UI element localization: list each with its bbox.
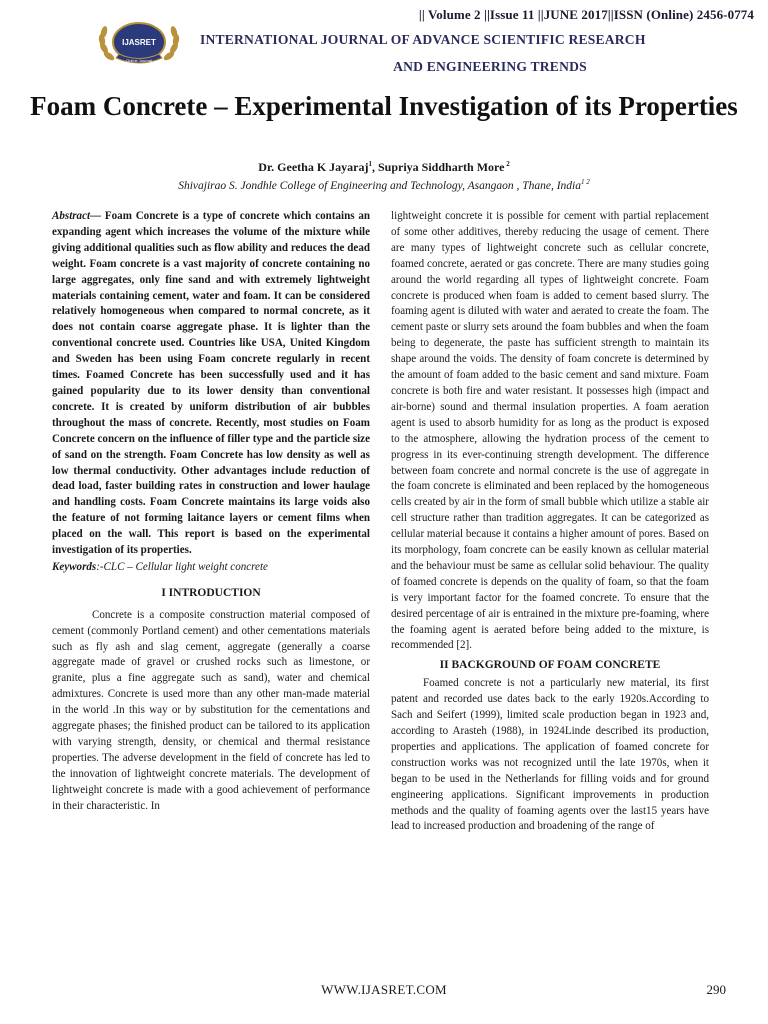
keywords-text: :-CLC – Cellular light weight concrete	[96, 560, 268, 573]
affiliation-text: Shivajirao S. Jondhle College of Engineering and Technology, Asangaon , Thane, India	[178, 179, 582, 192]
author-superscript: 1	[368, 160, 372, 168]
author-separator: ,	[371, 160, 378, 174]
page-number: 290	[706, 982, 726, 997]
section-heading-introduction: I INTRODUCTION	[161, 586, 261, 599]
background-paragraph: Foamed concrete is not a particularly new material, its first patent and recorded use dates back to the early 1920s.According to Sach and Seifert (1999), limited scale production began in 1923 and, according to Arasteh (1988), in 1924Linde described its production, properties and applications. The application of foamed concrete for construction works was not recognized until the late 1970s, when it began to be used in the Netherlands for filling voids and for ground engineering applications. Significant improvements in production methods and the quality of foaming agents over the last15 years have lead to increased production and broadening of the range of	[391, 677, 709, 833]
section-heading-background: II BACKGROUND OF FOAM CONCRETE	[439, 659, 661, 672]
logo-text: IJASRET	[122, 38, 156, 47]
author-name: Dr. Geetha K Jayaraj	[258, 160, 369, 174]
right-column	[391, 209, 709, 835]
left-column	[52, 209, 370, 815]
abstract	[52, 209, 370, 559]
journal-name-line1: INTERNATIONAL JOURNAL OF ADVANCE SCIENTIFIC RESEARCH	[200, 32, 646, 47]
abstract-text: Foam Concrete is a type of concrete which contains an expanding agent which increases the volume of the mixture while giving additional qualities such as flow ability and reduces the dead weight. Foam concrete is a vast majority of concrete containing no large aggregates, only fine sand and with extremely lightweight materials containing cement, water and foam. It can be considered relatively homogeneous when compared to normal concrete, as it does not contain coarse aggregate phase. It is lighter than the conventional concrete used. Countries like USA, United Kingdom and Sweden has been using Foam concrete regularly in recent times. Foamed Concrete has been successfully used and it has gained popularity due to its lower density than conventional concrete. It is created by uniform distribution of air bubbles throughout the mass of concrete. Recently, most studies on Foam Concrete concern on the influence of filler type and the particle size of sand on the strength. Foam Concrete has low density as well as low thermal conductivity. Other advantages include reduction of dead load, faster building rates in construction and lower haulage and handling costs. Foam Concrete maintains its large voids also the feature of not forming laitance layers or cement films when placed on the wall. This report is based on the experimental investigation of its properties.	[52, 210, 370, 557]
author-superscript: 2	[504, 160, 510, 168]
affiliation	[0, 178, 768, 192]
introduction-continued-paragraph: lightweight concrete it is possible for cement with partial replacement of some other additives, thereby reducing the usage of cement. There are many types of lightweight concrete such as cellular concrete, foamed concrete, aerated or gas concrete. There are many studies going around the world regarding all types of lightweight concrete. Foam concrete is produced when foam is added to cement based slurry. The foaming agent is diluted with water and aerated to create the foam. The cement paste or slurry sets around the foam bubbles and when the foam being to degenerate, the paste has sufficient strength to maintain its shape around the voids. The density of foam concrete is determined by the amount of foam added to the basic cement and sand mixture. Foam concrete is both fire and water resistant. It possesses high (impact and air-borne) sound and thermal insulation properties. A foam aeration agent is used to absorb humidity for as long as the product is exposed to the atmosphere, allowing the hydration process of the cement to progress in its ever-continuing strength development. The difference between foam concrete and normal concrete is the use of aggregate in the foam concrete is eliminated and been replaced by the homogeneous cells created by air in the form of small bubble which utilize a stable air cell structure rather than tradition aggregates. It can be categorized as cellular material because it contains a higher amount of pores. Based on its morphology, foam concrete can be easily known as cellular material and the behaviour must be same as cellular solid behaviour. The quality of foamed concrete is depends on the quality of foam, so that the foam is very important factor for the foamed concrete. To ensure that the desired percentage of air is entrained in the mixture pre-foaming, where the foaming agent is aerated before being added to the mixture, is recommended [2].	[391, 210, 709, 652]
author-name: Supriya Siddharth More	[377, 160, 505, 174]
journal-name-line2: AND ENGINEERING TRENDS	[393, 59, 587, 74]
authors-line	[0, 160, 768, 175]
keywords	[52, 560, 370, 576]
issue-info: || Volume 2 ||Issue 11 ||JUNE 2017||ISSN (Online) 2456-0774	[418, 7, 754, 22]
keywords-label: Keywords	[52, 560, 97, 573]
affiliation-superscript: 1 2	[581, 178, 590, 186]
journal-logo	[96, 18, 182, 68]
logo-subtext: Online Journal	[126, 58, 152, 63]
abstract-label: Abstract—	[52, 210, 102, 222]
paper-title: Foam Concrete – Experimental Investigation of its Properties	[30, 91, 738, 121]
footer-url-link[interactable]: WWW.IJASRET.COM	[321, 982, 447, 997]
introduction-paragraph: Concrete is a composite construction material composed of cement (commonly Portland cement) and other cementations materials such as fly ash and slag cement, aggregate (generally a coarse aggregate made of gravel or crushed rocks such as limestone, or granite, plus a fine aggregate such as sand), water and chemical admixtures. Concrete is used more than any other man-made material in the world .In this way or by substitution for the cementations and aggregate phases; the finished product can be tailored to its application with varying strength, density, or chemical and thermal resistance properties. The adverse development in the field of concrete has led to the innovation of lightweight concrete materials. The development of lightweight concrete is made with a good achievement of performance in their characteristic. In	[52, 608, 370, 812]
